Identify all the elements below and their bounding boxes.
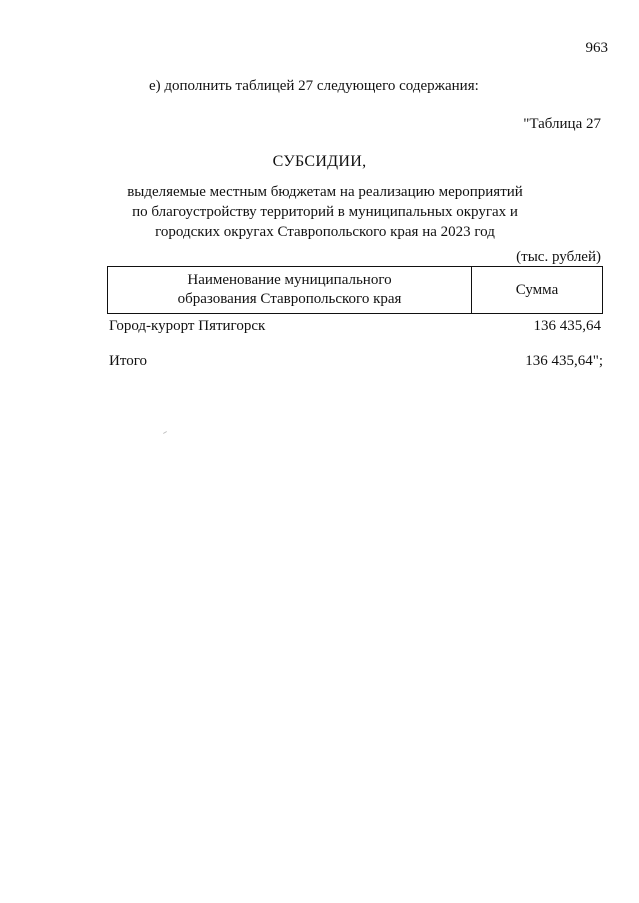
header-name-line2: образования Ставропольского края xyxy=(177,291,402,307)
intro-text: е) дополнить таблицей 27 следующего содержания: xyxy=(149,78,479,94)
table-row-sum: 136 435,64 xyxy=(533,318,601,334)
header-sum-cell xyxy=(472,267,602,313)
table-header xyxy=(107,266,603,314)
header-name-cell xyxy=(108,267,472,313)
units-label: (тыс. рублей) xyxy=(516,249,601,265)
header-sum-label: Сумма xyxy=(515,281,559,298)
document-subtitle: выделяемые местным бюджетам на реализацию мероприятий по благоустройству территорий в муниципальных округах и городских округах Ставропольского края на 2023 год xyxy=(127,184,523,240)
total-row-sum: 136 435,64"; xyxy=(525,353,603,369)
table-row-name: Город-курорт Пятигорск xyxy=(109,318,266,334)
total-row-name: Итого xyxy=(109,353,147,369)
scan-speck xyxy=(163,431,167,434)
document-title: СУБСИДИИ, xyxy=(272,153,367,170)
header-name-line1: Наименование муниципального xyxy=(187,272,392,288)
page-number: 963 xyxy=(585,40,608,56)
table-label: "Таблица 27 xyxy=(523,116,601,132)
